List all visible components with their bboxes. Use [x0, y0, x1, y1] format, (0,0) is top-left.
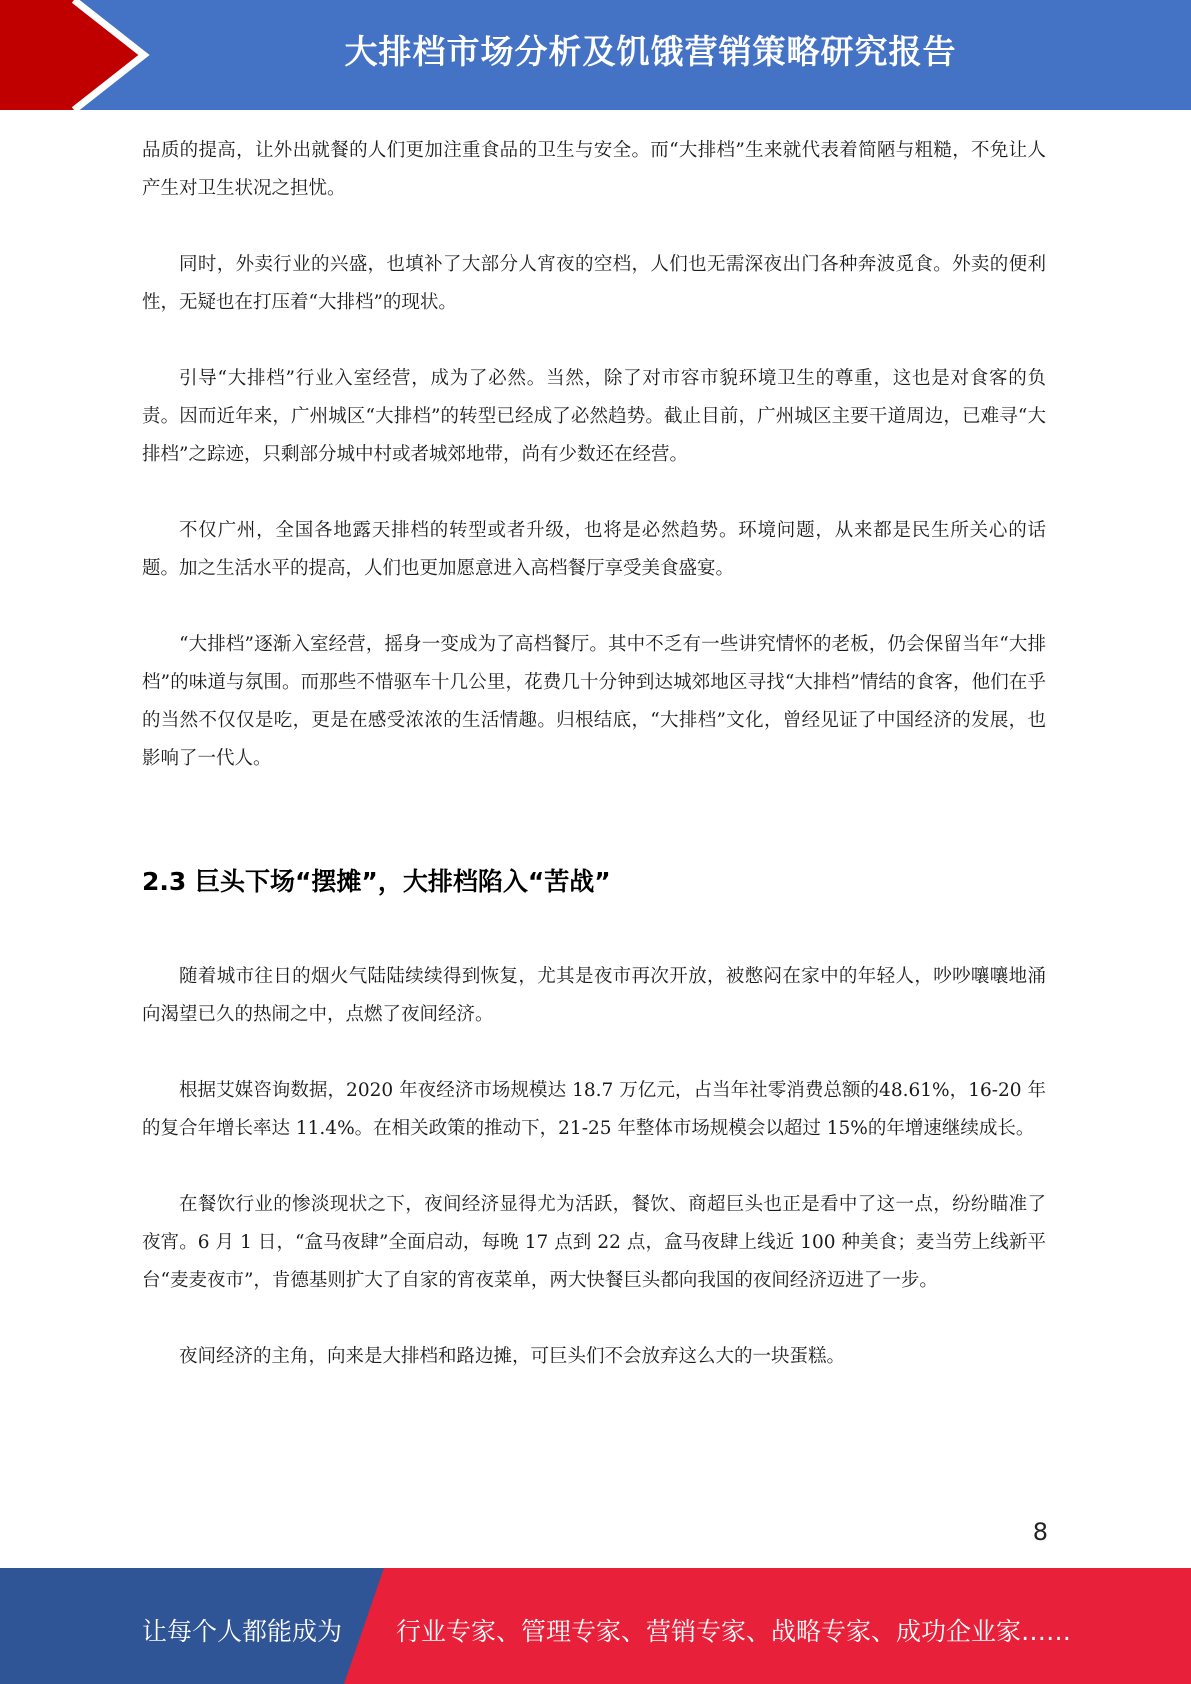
page-number: 8 — [1032, 1518, 1048, 1546]
paragraph-3: 引导“大排档”行业入室经营，成为了必然。当然，除了对市容市貌环境卫生的尊重，这也是对食客的负责。因而近年来，广州城区“大排档”的转型已经成了必然趋势。截止目前，广州城区主要干道周边，已难寻“大排档”之踪迹，只剩部分城中村或者城郊地带，尚有少数还在经营。 — [142, 368, 1046, 465]
page-footer — [0, 1568, 1191, 1684]
paragraph-5: “大排档”逐渐入室经营，摇身一变成为了高档餐厅。其中不乏有一些讲究情怀的老板，仍会保留当年“大排档”的味道与氛围。而那些不惜驱车十几公里，花费几十分钟到达城郊地区寻找“大排档”情结的食客，他们在乎的当然不仅仅是吃，更是在感受浓浓的生活情趣。归根结底，“大排档”文化，曾经见证了中国经济的发展，也影响了一代人。 — [142, 634, 1046, 769]
section-heading: 2.3 巨头下场“摆摊”，大排档陷入“苦战” — [142, 867, 611, 896]
section-paragraph-4: 夜间经济的主角，向来是大排档和路边摊，可巨头们不会放弃这么大的一块蛋糕。 — [179, 1346, 846, 1367]
paragraph-4: 不仅广州，全国各地露天排档的转型或者升级，也将是必然趋势。环境问题，从来都是民生所关心的话题。加之生活水平的提高，人们也更加愿意进入高档餐厅享受美食盛宴。 — [142, 520, 1046, 579]
page-header — [0, 0, 1191, 110]
footer-slogan-left: 让每个人都能成为 — [142, 1617, 343, 1646]
paragraph-2: 同时，外卖行业的兴盛，也填补了大部分人宵夜的空档，人们也无需深夜出门各种奔波觅食。外卖的便利性，无疑也在打压着“大排档”的现状。 — [142, 254, 1046, 313]
report-title: 大排档市场分析及饥饿营销策略研究报告 — [344, 32, 957, 71]
footer-slogan-right: 行业专家、管理专家、营销专家、战略专家、成功企业家…… — [396, 1617, 1072, 1646]
section-paragraph-3: 在餐饮行业的惨淡现状之下，夜间经济显得尤为活跃，餐饮、商超巨头也正是看中了这一点，纷纷瞄准了夜宵。6 月 1 日，“盒马夜肆”全面启动，每晚 17 点到 22 点，盒马夜肆上线近 100 种美食；麦当劳上线新平台“麦麦夜市”，肯德基则扩大了自家的宵夜菜单，两大快餐巨头都向我国的夜间经济迈进了一步。 — [142, 1194, 1046, 1291]
section-paragraph-2: 根据艾媒咨询数据，2020 年夜经济市场规模达 18.7 万亿元，占当年社零消费总额的48.61%，16-20 年的复合年增长率达 11.4%。在相关政策的推动下，21-25 年整体市场规模会以超过 15%的年增速继续成长。 — [142, 1080, 1046, 1139]
paragraph-1: 品质的提高，让外出就餐的人们更加注重食品的卫生与安全。而“大排档”生来就代表着简陋与粗糙，不免让人产生对卫生状况之担忧。 — [142, 140, 1046, 199]
main-content — [142, 132, 1046, 1414]
section-paragraph-1: 随着城市往日的烟火气陆陆续续得到恢复，尤其是夜市再次开放，被憋闷在家中的年轻人，吵吵嚷嚷地涌向渴望已久的热闹之中，点燃了夜间经济。 — [142, 966, 1046, 1025]
